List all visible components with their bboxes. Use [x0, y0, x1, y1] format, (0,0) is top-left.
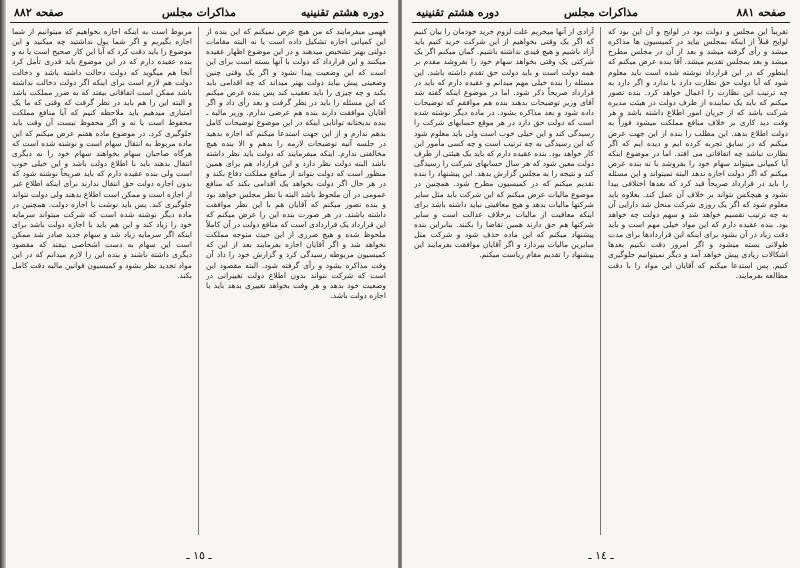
- header-rule: [412, 22, 790, 23]
- right-page-header: [412, 4, 790, 22]
- right-page-left-column: [414, 27, 594, 535]
- left-page: [0, 0, 398, 568]
- left-page-running-title: مذاکرات مجلس: [162, 6, 236, 19]
- left-page-session-label: دوره هشتم تقنینیه: [301, 6, 384, 19]
- right-page-session-label: دوره هشتم تقنینیه: [416, 6, 499, 19]
- left-page-header: [10, 4, 388, 22]
- right-page-number-label: صفحه ۸۸۱: [736, 6, 786, 19]
- left-page-right-column-text: فهمی میفرمایند که من هیچ عرض نمیکنم که این بنده از این کمپانی اجازه تشکیل داده است یا نه البته مقامات دولتی بهتر تشخیص میدهند و در این موضوع اظهار عقیده میکنند و این قرارداد که دولت با آنها بسته است برای این است که این وضعیت پیدا نشود و اگر یک وقتی چنین وضعیتی پیش بیاید دولت بهتر میداند که چه اقدامی باید بکند و چه چیزی را باید تعقیب کند پس بنده عرض میکنم که این مسئله را باید در نظر گرفت و بعد رأی داد و اگر آقایان موافقت دارند بنده هم عرضی ندارم. وزیر مالیه ـ بنده بدبختانه توانایی اینکه در این موضوع توضیحات کامل بدهم ندارم و از این جهت استدعا میکنم که اجازه بدهید در جلسه آتیه توضیحات لازمه را بدهم و الا بنده هیچ مخالفتی ندارم. اینکه میفرمایند که دولت باید نظر داشته باشد البته دولت نظر دارد و این قرارداد هم برای همین منظور است که دولت بتواند از منافع مملکت دفاع بکند و در هر حال اگر دولت بخواهد یک اقدامی بکند که منافع عمومی در آن ملحوظ باشد البته با نظر مجلس خواهد بود و بنده تصور میکنم که آقایان هم با این نظر موافقت داشته باشند. در هر صورت بنده این را عرض میکنم که این قرارداد یک قراردادی است که منافع دولت در آن کاملاً ملحوظ شده و هیچ ضرری از این حیث متوجه مملکت نخواهد شد و اگر آقایان اجازه بفرمایند بعد از این که کمیسیون مربوطه رسیدگی کرد و گزارش خود را داد آن وقت مذاکره بشود و رأی گرفته شود. البته مقصود این است که شرکت نتواند بدون اطلاع دولت تغییراتی در وضعیت خود بدهد و هر وقت بخواهد تغییری بدهد باید با اجازه دولت باشد.: [206, 27, 386, 301]
- left-page-left-column-text: مربوط است به اینکه اجازه بخواهیم که میتوانیم از شما اجازه بگیریم و اگر شما پول نداشتید چه میکنید و این موضوع را باید دقت کرد که آیا این کار صحیح است یا نه و بنده عقیده دارم که در این موضوع باید قدری تأمل کرد آنجا هم میگوید که دولت دخالت داشته باشد و دخالت دولت هم لازم است برای اینکه اگر دولت دخالت نداشته باشد ممکن است اتفاقاتی بیفتد که به ضرر مملکت باشد و البته این را هم باید در نظر گرفت که وقتی که ما یک امتیازی میدهیم باید ملاحظه کنیم که آیا منافع مملکت محفوظ است یا نه و اگر محفوظ نیست آن وقت باید جلوگیری کرد. در موضوع ماده هفتم عرض میکنم که این ماده مربوط به انتقال سهام است و نوشته شده است که هرگاه صاحبان سهام بخواهند سهام خود را به دیگری انتقال بدهند باید با اطلاع دولت باشد و این خیلی خوب است ولی بنده عقیده دارم که باید صریحاً نوشته شود که بدون اجازه دولت حق انتقال ندارند برای اینکه اطلاع غیر از اجازه است و ممکن است اطلاع بدهند ولی دولت نتواند جلوگیری کند. پس باید نوشت با اجازه دولت. همچنین در ماده دیگر نوشته شده است که شرکت میتواند سرمایه خود را زیاد کند و این هم باید با اجازه دولت باشد برای اینکه اگر سرمایه زیاد شد و سهام جدید صادر شد ممکن است این سهام به دست اشخاصی بیفتد که مقصود دیگری داشته باشند و بنده این را لازم میدانم که در این مواد تجدید نظر بشود و کمیسیون قوانین مالیه دقت کامل بکند.: [12, 27, 192, 280]
- right-page-left-column-text: آزادی از آنها میخریم علت لزوم خرید خودمان را بیان کنیم که اگر یک وقتی بخواهیم از این شرکت خرید کنیم باید آزاد باشیم و هیچ قیدی نداشته باشیم. گمان میکنم اگر یک شرکتی یک وقتی بخواهد سهام خود را بفروشد مقدم بر همه دولت است و باید دولت حق تقدم داشته باشد. این مسئله را بنده خیلی مهم میدانم و عقیده دارم که باید در قرارداد صریحاً ذکر شود. اما در موضوع اینکه گفته شد آقای وزیر توضیحات بدهند بنده هم موافقم که توضیحات داده شود و بعد مذاکره بشود. در ماده دیگر نوشته شده است که دولت حق دارد در هر موقع حسابهای شرکت را رسیدگی کند و این خیلی خوب است ولی باید معلوم شود که این رسیدگی به چه ترتیب است و چه کسی مأمور این کار خواهد بود. بنده عقیده دارم که باید یک هیئتی از طرف دولت معین شود که هر سال حسابهای شرکت را رسیدگی کند و نتیجه را به مجلس گزارش بدهد. این پیشنهاد را بنده تقدیم میکنم که در کمیسیون مطرح شود. همچنین در موضوع مالیات عرض میکنم که این شرکت باید مثل سایر شرکتها مالیات بدهد و هیچ معافیتی نباید داشته باشد برای اینکه معافیت از مالیات برخلاف عدالت است و سایر شرکتها هم حق دارند همین تقاضا را بکنند. بنابراین بنده پیشنهاد میکنم که این ماده حذف شود و شرکت مثل سایرین مالیات بپردازد و اگر آقایان موافقت بفرمایند این پیشنهاد را تقدیم مقام ریاست میکنم.: [414, 27, 594, 260]
- header-rule: [10, 22, 388, 23]
- left-page-folio: ـ ١٥ ـ: [186, 549, 212, 562]
- right-page-right-column-text: تقریباً این مجلس و دولت بود در لوایح و آن این بود که لوایح قبلاً از اینکه بمجلس بیاید در کمیسیون ها مذاکره میشد و رأی گرفته میشد و بعد از آن در مجلس مطرح میشد و بعد بمجلس تقدیم میشد. آقا بنده عرض میکنم که اینطور که در این قرارداد نوشته شده است باید معلوم شود که آیا دولت حق نظارت دارد یا ندارد و اگر دارد به چه ترتیب این نظارت را اعمال خواهد کرد. بنده تصور میکنم که باید یک نماینده از طرف دولت در هیئت مدیره شرکت باشد که از جریان امور اطلاع داشته باشد و هر وقت دید کاری بر خلاف منافع مملکت میشود فوراً به دولت اطلاع بدهد. این مطلب را بنده از این جهت عرض میکنم که در سابق تجربه کرده ایم و دیده ایم که اگر نظارت نباشد چه اتفاقاتی می افتد. اما در موضوع اینکه آیا کمپانی میتواند سهام خود را بفروشد یا نه بنده عرض میکنم که اگر دولت اجازه ندهد البته نمیتواند و این مسئله را باید در قرارداد صریحاً قید کرد که بعدها اختلافی پیدا نشود و هیچکس نتواند بر خلاف آن عمل کند. بعلاوه باید معلوم شود که اگر یک روزی شرکت منحل شد دارایی آن به چه ترتیب تقسیم خواهد شد و سهم دولت چه خواهد بود. بنده عقیده دارم که این مواد خیلی مهم است و باید دقت زیاد در آن بشود برای اینکه این قراردادها برای مدت طولانی بسته میشود و اگر امروز دقت نکنیم بعدها اشکالات زیادی پیش خواهد آمد و دیگر نمیتوانیم جلوگیری کنیم. پس استدعا میکنم که آقایان این مواد را با دقت مطالعه بفرمایند.: [608, 27, 788, 280]
- right-page-right-column: [608, 27, 788, 535]
- left-page-left-column: [12, 27, 192, 535]
- right-page-running-title: مذاکرات مجلس: [564, 6, 638, 19]
- page-edge-shadow: [0, 0, 6, 568]
- right-page-folio: ـ ١٤ ـ: [588, 549, 614, 562]
- right-page: [402, 0, 800, 568]
- column-divider: [600, 27, 601, 535]
- left-page-right-column: [206, 27, 386, 535]
- column-divider: [198, 27, 199, 535]
- left-page-number-label: صفحه ۸۸۲: [14, 6, 64, 19]
